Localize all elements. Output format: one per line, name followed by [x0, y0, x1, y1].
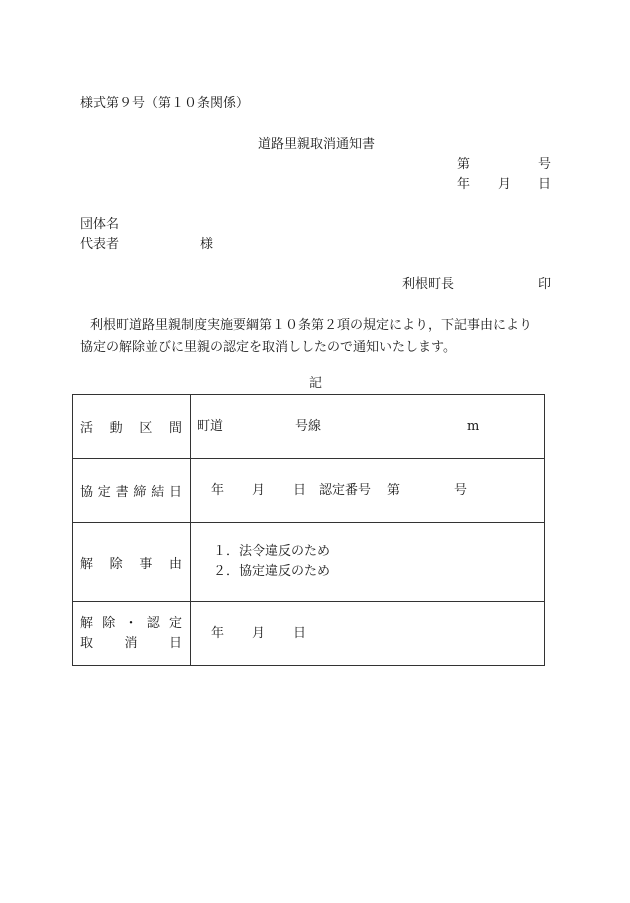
reason-2: ２．協定違反のため [213, 564, 331, 579]
body-text-line2: 協定の解除並びに里親の認定を取消ししたので通知いたします。 [80, 340, 456, 355]
agreement-year: 年 [211, 483, 225, 498]
document-title: 道路里親取消通知書 [258, 137, 376, 152]
seal-mark: 印 [538, 277, 552, 292]
date-year: 年 [457, 177, 471, 192]
body-text-line1: 利根町道路里親制度実施要綱第１０条第２項の規定により，下記事由により [90, 318, 533, 333]
activity-section-label: 活 動 区 間 [80, 421, 182, 436]
number-prefix: 第 [457, 157, 471, 172]
cancel-year: 年 [211, 626, 225, 641]
activity-section-value-cell [191, 395, 545, 459]
reason-1: １．法令違反のため [213, 544, 331, 559]
date-day: 日 [538, 177, 552, 192]
table-row [73, 395, 545, 459]
details-table [72, 394, 545, 666]
agreement-date-value-cell [191, 459, 545, 523]
number-suffix: 号 [538, 157, 552, 172]
table-row [73, 459, 545, 523]
form-number-label: 様式第９号（第１０条関係） [80, 96, 250, 111]
recipient-honorific: 様 [200, 237, 214, 252]
ki-heading: 記 [309, 376, 323, 391]
certification-number-suffix: 号 [454, 483, 468, 498]
table-row [73, 602, 545, 666]
certification-number-prefix: 第 [387, 483, 401, 498]
recipient-org-label: 団体名 [80, 217, 120, 232]
agreement-date-label: 協 定 書 締 結 日 [80, 485, 182, 500]
certification-number-label: 認定番号 [319, 483, 372, 498]
table-row [73, 523, 545, 602]
cancel-date-value-cell [191, 602, 545, 666]
agreement-date-label-cell [73, 459, 191, 523]
cancel-day: 日 [293, 626, 307, 641]
route-label: 号線 [295, 419, 322, 434]
recipient-rep-label: 代表者 [80, 237, 120, 252]
cancel-reason-value-cell [191, 523, 545, 602]
cancel-date-label-line2: 取 消 日 [80, 635, 182, 651]
agreement-month: 月 [252, 483, 266, 498]
cancel-month: 月 [252, 626, 266, 641]
cancel-date-label-line1: 解 除 ・ 認 定 [80, 615, 182, 631]
length-unit: m [467, 419, 480, 434]
sender-title: 利根町長 [402, 277, 455, 292]
cancel-reason-label: 解 除 事 由 [80, 556, 182, 572]
cancel-reason-label-cell [73, 523, 191, 602]
date-month: 月 [498, 177, 512, 192]
cancel-date-label-cell [73, 602, 191, 666]
town-road-label: 町道 [197, 419, 224, 434]
agreement-day: 日 [293, 483, 307, 498]
activity-section-label-cell [73, 395, 191, 459]
